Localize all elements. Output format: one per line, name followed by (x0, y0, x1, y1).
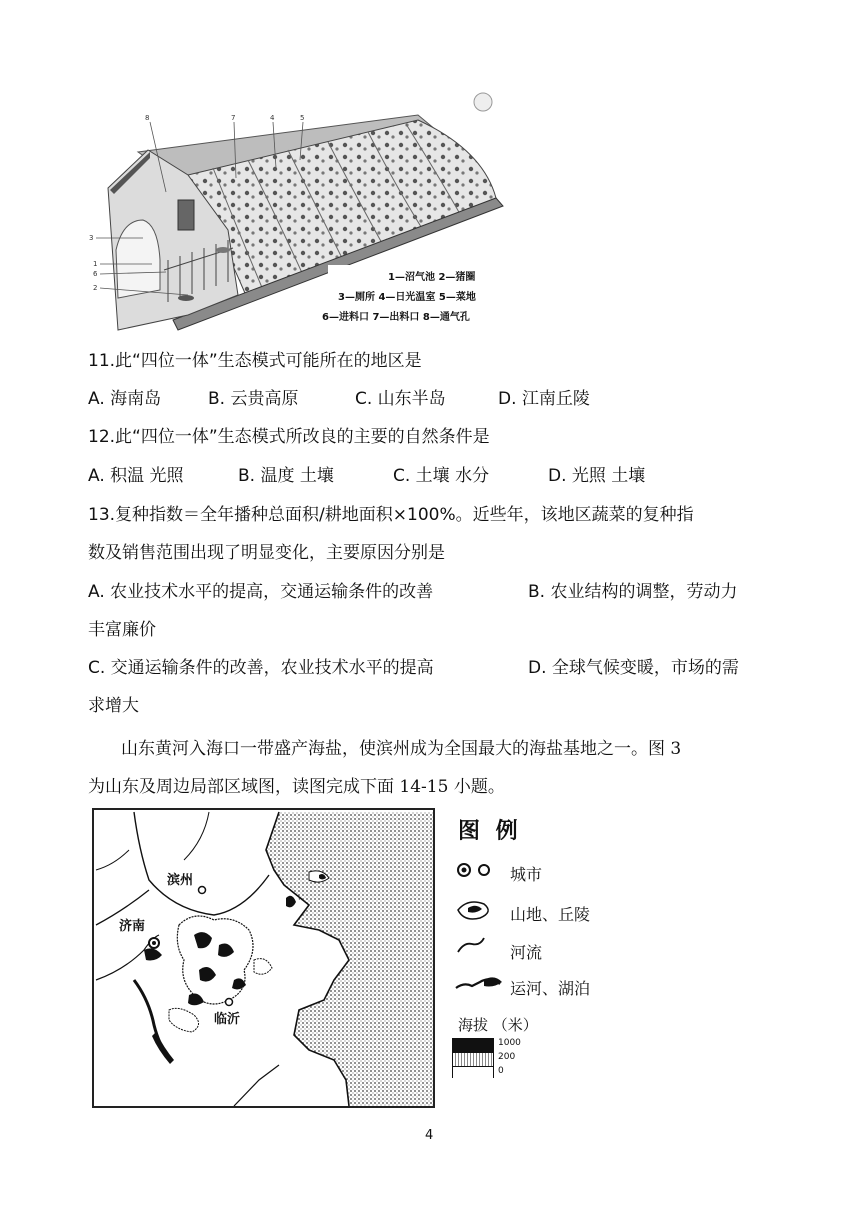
legend-item-hills: 山地、丘陵 (510, 905, 591, 924)
elevation-tick-1000: 1000 (498, 1038, 521, 1048)
legend-item-river: 河流 (510, 943, 543, 962)
linyi-marker (226, 999, 233, 1006)
q13-option-d-cont: 求增大 (88, 696, 139, 716)
intro-line-1: 山东黄河入海口一带盛产海盐，使滨州成为全国最大的海盐基地之一。图 3 (121, 739, 682, 759)
legend-title: 图 例 (458, 819, 522, 844)
question-11-stem: 11.此“四位一体”生态模式可能所在的地区是 (88, 351, 422, 371)
callout-8: 8 (145, 114, 150, 122)
greenhouse-legend-line-3: 6—进料口 7—出料口 8—通气孔 (322, 312, 470, 323)
callout-6: 6 (93, 270, 98, 278)
shandong-map-drawing (94, 810, 433, 1106)
greenhouse-legend-line-2: 3—厕所 4—日光温室 5—菜地 (338, 292, 476, 303)
callout-1: 1 (93, 260, 98, 268)
q13-option-c: C. 交通运输条件的改善，农业技术水平的提高 (88, 658, 434, 678)
elevation-tick-0: 0 (498, 1066, 504, 1076)
callout-2: 2 (93, 284, 98, 292)
q13-option-b-cont: 丰富廉价 (88, 620, 156, 640)
map-legend (440, 810, 640, 1060)
q11-option-b: B. 云贵高原 (208, 389, 299, 409)
legend-item-canal-lake: 运河、湖泊 (510, 979, 591, 998)
city-label-jinan: 济南 (119, 919, 146, 934)
greenhouse-figure (88, 80, 508, 342)
callout-3: 3 (89, 234, 94, 242)
q12-option-d: D. 光照 土壤 (548, 466, 646, 486)
q13-option-b: B. 农业结构的调整，劳动力 (528, 582, 738, 602)
legend-symbols (450, 856, 510, 1026)
callout-7: 7 (231, 114, 236, 122)
q11-option-a: A. 海南岛 (88, 389, 162, 409)
q11-option-c: C. 山东半岛 (355, 389, 446, 409)
q13-option-a: A. 农业技术水平的提高，交通运输条件的改善 (88, 582, 434, 602)
q13-option-d: D. 全球气候变暖，市场的需 (528, 658, 739, 678)
question-13-stem-line-2: 数及销售范围出现了明显变化，主要原因分别是 (88, 543, 445, 563)
q12-option-c: C. 土壤 水分 (393, 466, 490, 486)
city-label-linyi: 临沂 (214, 1012, 241, 1027)
q12-option-b: B. 温度 土壤 (238, 466, 334, 486)
question-12-stem: 12.此“四位一体”生态模式所改良的主要的自然条件是 (88, 427, 490, 447)
legend-item-city: 城市 (510, 865, 543, 884)
city-label-binzhou: 滨州 (167, 873, 194, 888)
callout-5: 5 (300, 114, 305, 122)
q11-option-d: D. 江南丘陵 (498, 389, 590, 409)
elevation-title: 海拔 （米） (458, 1016, 538, 1034)
intro-line-2: 为山东及周边局部区域图，读图完成下面 14-15 小题。 (88, 777, 505, 797)
shandong-map (92, 808, 435, 1108)
elevation-scale (452, 1038, 494, 1078)
question-13-stem-line-1: 13.复种指数＝全年播种总面积/耕地面积×100%。近些年，该地区蔬菜的复种指 (88, 505, 694, 525)
callout-4: 4 (270, 114, 275, 122)
elevation-tick-200: 200 (498, 1052, 516, 1062)
q12-option-a: A. 积温 光照 (88, 466, 184, 486)
binzhou-marker (199, 887, 206, 894)
greenhouse-drawing (88, 80, 508, 342)
greenhouse-legend-line-1: 1—沼气池 2—猪圈 (388, 272, 476, 283)
page-number: 4 (425, 1128, 434, 1143)
